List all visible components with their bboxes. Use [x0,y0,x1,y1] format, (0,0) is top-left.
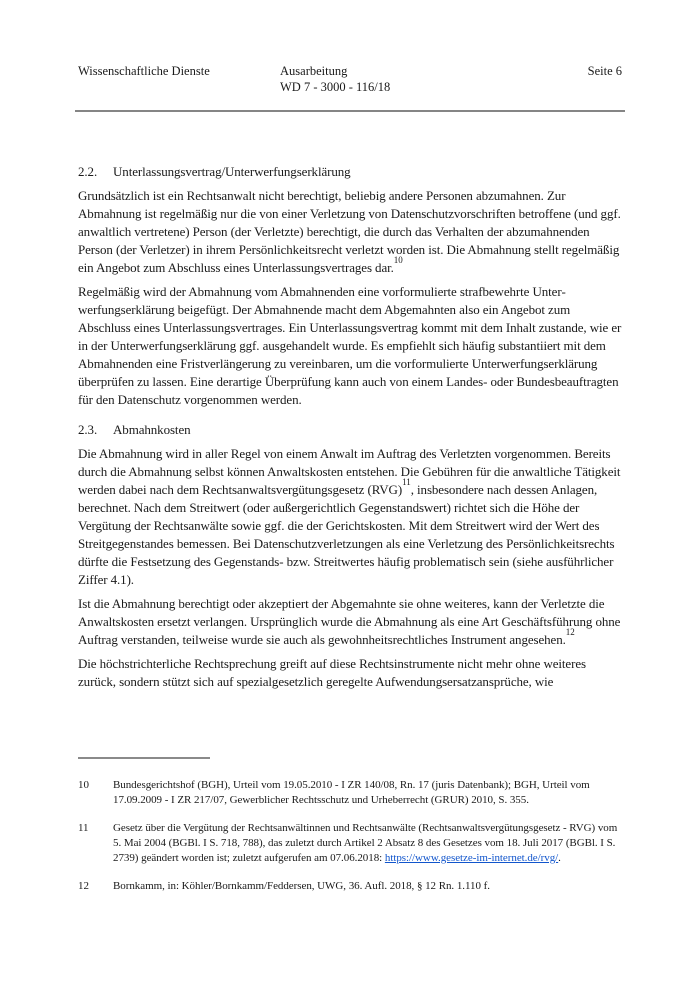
section [78,421,625,691]
footnotes-block [78,778,624,907]
paragraph [78,595,625,649]
text-run: Bornkamm, in: Köhler/Bornkamm/Feddersen, UWG, 36. Aufl. 2018, § 12 Rn. 1.110 f. [113,880,490,892]
footnote-text [113,778,624,808]
paragraph [78,187,625,277]
paragraph [78,655,625,691]
header-document-number: WD 7 - 3000 - 116/18 [280,80,391,94]
paragraph [78,283,625,409]
document-body [78,163,625,691]
footnote-url-link[interactable]: https://www.gesetze-im-internet.de/rvg/ [384,852,559,864]
text-run: Regelmäßig wird der Abmahnung vom Abmahnenden eine vorformulierte strafbewehrte Unterwerfungserklärung beigefügt. Der Abmahnende macht dem Abgemahnten also ein Angebot zum Abschluss eines Unterlassungsvertrages. Ein Unterlassungsvertrag kommt mit dem Inhalt zustande, wie er in der Unterwerfungserklärung ggf. ausgehandelt wurde. Es empfiehlt sich häufig substantiiert mit dem Abmahnenden eine Fristverlängerung zu vereinbaren, um die vorformulierte Unterwerfungserklärung überprüfen zu lassen. Eine derartige Überprüfung kann auch von einem Landes- oder Bundesbeauftragten für den Datenschutz vorgenommen werden. [78,284,622,407]
footnote-item [78,879,624,894]
section-heading [78,163,625,181]
header-document-info [280,63,588,95]
text-run: Gesetz über die Vergütung der Rechtsanwältinnen und Rechtsanwälte (Rechtsanwaltsvergütungsgesetz - RVG) vom 5. Mai 2004 (BGBl. I S. 718, 788), das zuletzt durch Artikel 2 Absatz 8 des Gesetzes vom 18. Juli 2017 (BGBl. I S. 2739) geändert worden ist; zuletzt aufgerufen am 07.06.2018: [113,822,618,864]
text-run: Die höchstrichterliche Rechtsprechung greift auf diese Rechtsinstrumente nicht mehr ohne weiteres zurück, sondern stützt sich auf spezialgesetzlich geregelte Aufwendungsersatzansprüche, wie [78,656,586,689]
text-run: Bundesgerichtshof (BGH), Urteil vom 19.05.2010 - I ZR 140/08, Rn. 17 (juris Datenbank); BGH, Urteil vom 17.09.2009 - I ZR 217/07, Gewerblicher Rechtsschutz und Urheberrecht (GRUR) 2010, S. 355. [113,779,590,806]
text-run: , insbesondere nach dessen Anlagen, berechnet. Nach dem Streitwert (oder außergerichtlich Gegenstandswert) richtet sich die Höhe der Vergütung der Rechtsanwälte sowie ggf. die der Gerichtskosten. Mit dem Streitwert wird der Wert des Streitgegenstandes bemessen. Bei Datenschutzverletzungen als eine Verletzung des Persönlichkeitsrechts dürfte die Festsetzung des Gegenstands- bzw. Streitwertes häufig problematisch sein (siehe ausführlicher Ziffer 4.1). [78,482,615,587]
footnote-number: 10 [78,779,89,791]
footnote-number: 12 [78,880,89,892]
section-title: Unterlassungsvertrag/Unterwerfungserklärung [113,164,351,179]
footnote-separator [78,757,210,759]
header-page-number: Seite 6 [587,64,622,78]
footnote-item [78,778,624,808]
text-run: Ist die Abmahnung berechtigt oder akzeptiert der Abgemahnte sie ohne weiteres, kann der Verletzte die Anwaltskosten ersetzt verlangen. Ursprünglich wurde die Abmahnung als eine Art Geschäftsführung ohne Auftrag verstanden, teilweise wurde sie auch als gewohnheitsrechtliches Instrument angesehen. [78,596,621,647]
section-title: Abmahnkosten [113,422,191,437]
footnote-ref: 10 [393,254,403,265]
footnote-text [113,879,624,894]
header-rule [75,110,625,112]
text-run: Grundsätzlich ist ein Rechtsanwalt nicht berechtigt, beliebig andere Personen abzumahnen. Zur Abmahnung ist regelmäßig nur die von einer Verletzung von Datenschutzvorschriften betroffene (und ggf. anwaltlich vertretene) Person (der Verletzte) berechtigt, die durch das Verhalten der abzumahnenden Person (der Verletzer) in ihrem Persönlichkeitsrecht verletzt worden ist. Die Abmahnung stellt regelmäßig ein Angebot zum Abschluss eines Unterlassungsvertrages dar. [78,188,621,275]
text-run: Die Abmahnung wird in aller Regel von einem Anwalt im Auftrag des Verletzten vorgenommen. Bereits durch die Abmahnung selbst können Anwaltskosten entstehen. Die Gebühren für die anwaltliche Tätigkeit werden dabei nach dem Rechtsanwaltsvergütungsgesetz (RVG) [78,446,621,497]
footnote-ref: 12 [565,626,575,637]
section-number: 2.3. [78,422,98,437]
paragraph [78,445,625,589]
text-run: . [558,852,561,864]
header-document-type: Ausarbeitung [280,64,348,78]
section-heading [78,421,625,439]
header-organization: Wissenschaftliche Dienste [78,64,210,78]
footnote-number: 11 [78,822,89,834]
footnote-item [78,821,624,866]
page-header [78,63,622,95]
footnote-text [113,821,624,866]
footnote-ref: 11 [402,476,411,487]
section-number: 2.2. [78,164,98,179]
section [78,163,625,409]
